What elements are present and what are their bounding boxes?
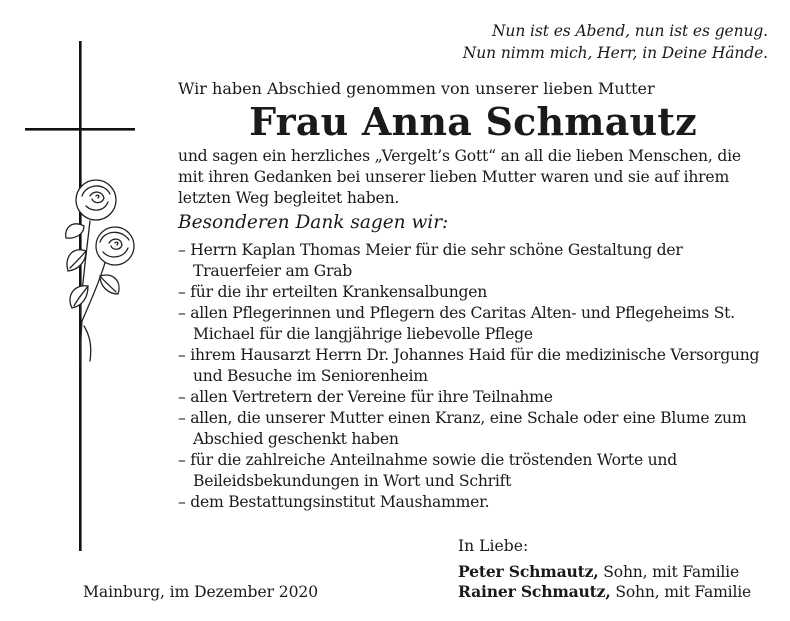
signer-name: Peter Schmautz, [458, 562, 599, 581]
list-item: – allen Pflegerinnen und Pflegern des Caritas Alten- und Pflegeheims St. Michael für die langjährige liebevolle Pflege [178, 303, 773, 345]
signer-row [458, 562, 751, 582]
list-item: – allen Vertretern der Vereine für ihre Teilnahme [178, 387, 773, 408]
signer-relation: Sohn, mit Familie [615, 583, 752, 601]
list-item: – allen, die unserer Mutter einen Kranz, eine Schale oder eine Blume zum Abschied geschenkt haben [178, 408, 773, 450]
list-item: – für die ihr erteilten Krankensalbungen [178, 282, 773, 303]
signer-name: Rainer Schmautz, [458, 582, 611, 601]
closing-label: In Liebe: [458, 537, 529, 555]
thanks-list [178, 240, 773, 513]
signers [458, 562, 751, 602]
bible-quote [380, 20, 768, 64]
quote-line-2: Nun nimm mich, Herr, in Deine Hände. [462, 44, 768, 62]
signer-relation: Sohn, mit Familie [603, 563, 739, 581]
special-thanks-heading: Besonderen Dank sagen wir: [178, 212, 449, 233]
cross-and-roses-icon [20, 36, 140, 556]
signer-row [458, 582, 751, 602]
list-item: – dem Bestattungsinstitut Maushammer. [178, 492, 773, 513]
rose-bouquet-icon [66, 180, 134, 366]
list-item: – ihrem Hausarzt Herrn Dr. Johannes Haid für die medizinische Versorgung und Besuche im Seniorenheim [178, 345, 773, 387]
list-item: – für die zahlreiche Anteilnahme sowie die tröstenden Worte und Beileidsbekundungen in Wort und Schrift [178, 450, 773, 492]
quote-line-1: Nun ist es Abend, nun ist es genug. [491, 22, 768, 40]
thanks-paragraph: und sagen ein herzliches „Vergelt’s Gott“ an all die lieben Menschen, die mit ihren Gedanken bei unserer lieben Mutter waren und sie auf ihrem letzten Weg begleitet haben. [178, 147, 741, 207]
deceased-name: Frau Anna Schmautz [249, 99, 697, 144]
intro-text: Wir haben Abschied genommen von unserer lieben Mutter [178, 79, 655, 98]
list-item: – Herrn Kaplan Thomas Meier für die sehr schöne Gestaltung der Trauerfeier am Grab [178, 240, 773, 282]
place-date: Mainburg, im Dezember 2020 [83, 583, 319, 601]
